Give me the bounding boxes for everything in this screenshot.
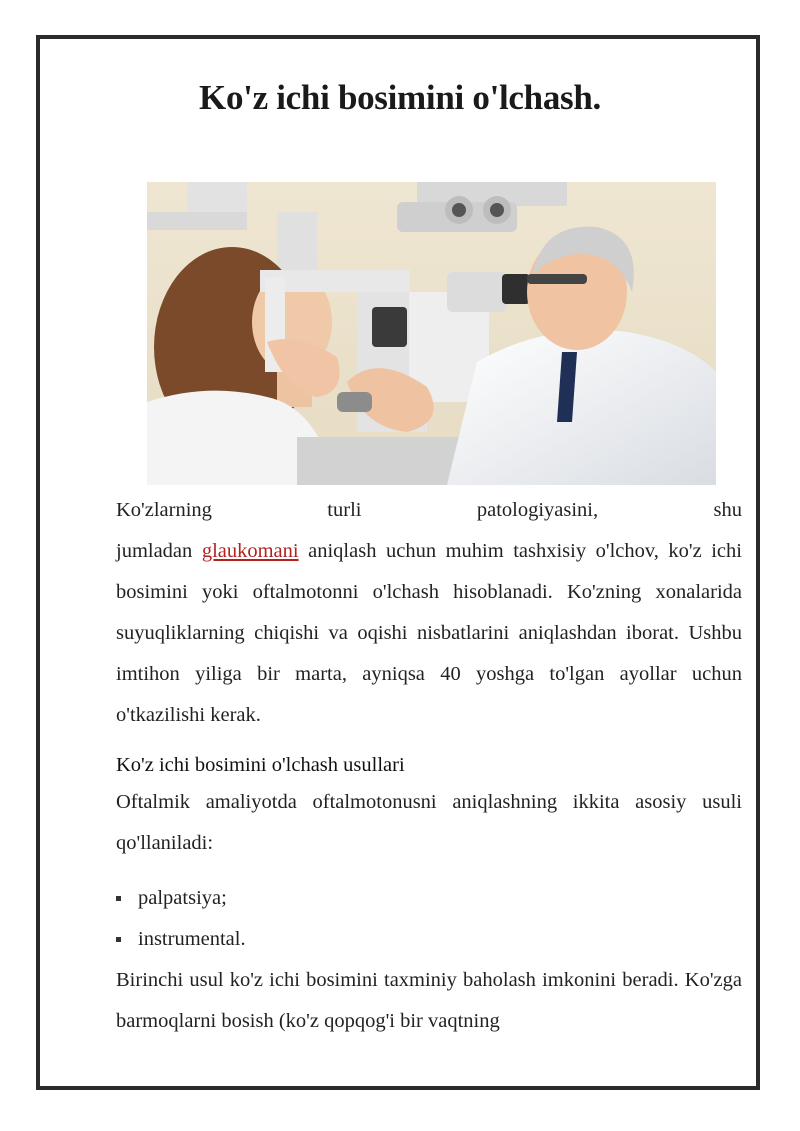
list-item-label: palpatsiya; <box>138 887 227 909</box>
intro-word: Ko'zlarning <box>116 499 212 521</box>
intro-paragraph <box>116 490 742 736</box>
page-title: Ko'z ichi bosimini o'lchash. <box>199 78 601 117</box>
list-item <box>116 919 742 960</box>
methods-paragraph: Oftalmik amaliyotda oftalmotonusni aniqlashning ikkita asosiy usuli qo'llaniladi: <box>116 791 742 854</box>
intro-text-after-link: aniqlash uchun muhim tashxisiy o'lchov, ko'z ichi bosimini yoki oftalmotonni o'lchash hisoblanadi. Ko'zning xonalarida suyuqliklarning chiqishi va oqishi nisbatlarini aniqlashdan iborat. Ushbu imtihon yiligа bir marta, ayniqsa 40 yoshga to'lgan ayollar uchun o'tkazilishi kerak. <box>116 540 742 726</box>
intro-word: turli <box>327 499 362 521</box>
article-body <box>116 490 742 1042</box>
section-heading: Ko'z ichi bosimini o'lchash usullari <box>116 754 405 776</box>
glaukoma-link[interactable]: glaukomani <box>201 540 299 562</box>
intro-first-line <box>116 490 742 531</box>
bullet-icon <box>116 896 121 901</box>
intro-word: shu <box>713 499 742 521</box>
intro-word: patologiyasini, <box>476 499 599 521</box>
methods-list <box>116 878 742 960</box>
bullet-icon <box>116 937 121 942</box>
palpation-paragraph: Birinchi usul ko'z ichi bosimini taxminiy baholash imkonini beradi. Ko'zga barmoqlarni bosish (ko'z qopqog'i bir vaqtning <box>116 969 742 1032</box>
list-item <box>116 878 742 919</box>
list-item-label: instrumental. <box>138 928 246 950</box>
eye-exam-photo <box>147 182 716 485</box>
intro-text-before-link: jumladan <box>116 540 202 562</box>
